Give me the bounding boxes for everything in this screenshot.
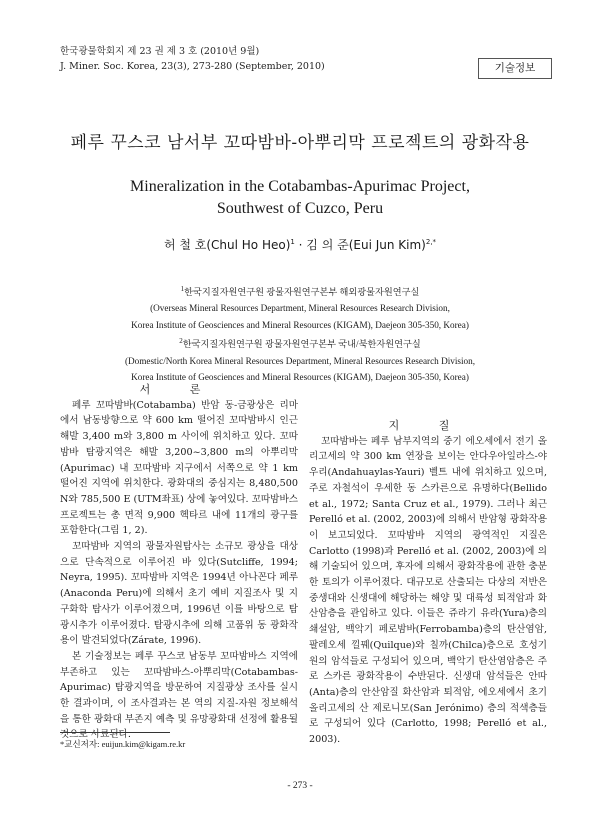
author-list (0, 236, 600, 253)
category-tag: 기술정보 (478, 58, 552, 79)
affiliation-line (0, 317, 600, 333)
right-column (309, 382, 547, 748)
author-2: 김 의 준(Eui Jun Kim) (306, 238, 426, 252)
affiliation-text: (Overseas Mineral Resources Department, Mineral Resources Research Division, (150, 303, 450, 314)
affiliation-line (0, 300, 600, 316)
title-english (0, 176, 600, 220)
journal-header (60, 44, 325, 74)
journal-line-english: J. Miner. Soc. Korea, 23(3), 273-280 (September, 2010) (60, 61, 325, 72)
body-paragraph: 본 기술정보는 페루 꾸스코 남동부 꼬따밤바스 지역에 부존하고 있는 꼬따밤바스-아뿌리막(Cotabambas-Apurimac) 탐광지역을 방문하여 지질광상 조사를 실시한 결과이며, 이 조사결과는 본 역의 지질-자원 정보해석을 통한 광화대 부존지 예측 및 유망광화대 선정에 활용될 것으로 사료된다. (60, 650, 298, 741)
affiliation-line (0, 281, 600, 300)
affiliations (0, 281, 600, 386)
body-paragraph: 꼬따밤바 지역의 광물자원탐사는 소규모 광상을 대상으로 단속적으로 이루어진 바 있다(Sutcliffe, 1994; Neyra, 1995). 꼬따밤바 지역은 1994년 아나꼰다 페루(Anaconda Peru)에 의해서 초기 예비 지질조사 및 지구화학 탐사가 이루어졌으며, 1996년 이를 바탕으로 탐광시추가 이루어졌다. 탐광시추에 의해 고품위 동 광화작용이 발견되었다(Zárate, 1996). (60, 541, 298, 647)
title-english-line2: Southwest of Cuzco, Peru (216, 200, 384, 217)
author-1-affiliation-mark: 1 (290, 238, 295, 246)
author-2-affiliation-mark: 2,* (425, 238, 437, 246)
affiliation-text: (Domestic/North Korea Mineral Resources Department, Mineral Resources Research Division, (124, 355, 476, 366)
affiliation-mark: 2 (179, 337, 183, 346)
body-paragraph: 페루 꼬따밤바(Cotabamba) 반암 동-금광상은 리마에서 남동방향으로 약 600 km 떨어진 꼬따밤바시 인근 해발 3,400 m와 3,800 m 사이에 위치하고 있다. 꼬따밤바 탐광지역은 해발 3,200~3,800 m의 아뿌리막(Apurimac) 내 꼬따밤바 지구에서 서쪽으로 약 1 km 떨어진 지역에 위치한다. 광화대의 중심지는 8,480,500 N와 785,500 E (UTM좌표) 상에 놓여있다. 꼬따밤바스 프로젝트는 총 면적 9,900 헥타르 내에 11개의 광구를 포함한다(그림 1, 2). (60, 399, 298, 537)
author-1: 허 철 호(Chul Ho Heo) (163, 238, 291, 252)
section-heading-geology: 지 질 (388, 419, 468, 432)
title-english-line1: Mineralization in the Cotabambas-Apurimac Project, (130, 178, 470, 195)
title-korean: 페루 꾸스코 남서부 꼬따밤바-아뿌리막 프로젝트의 광화작용 (70, 133, 530, 153)
affiliation-line (0, 333, 600, 352)
section-heading-introduction: 서 론 (139, 383, 219, 396)
journal-line-korean: 한국광물학회지 제 23 권 제 3 호 (2010년 9월) (60, 46, 260, 57)
page-number: - 273 - (287, 781, 313, 791)
footnote-rule (60, 732, 170, 733)
affiliation-text: Korea Institute of Geosciences and Mineral Resources (KIGAM), Daejeon 305-350, Korea) (131, 319, 469, 330)
author-separator: · (294, 238, 307, 252)
left-column (60, 382, 298, 743)
affiliation-text: 한국지질자원연구원 광물자원연구본부 국내/북한자원연구실 (182, 339, 421, 350)
corresponding-author-footnote: *교신저자: euijun.kim@kigam.re.kr (60, 739, 186, 749)
body-paragraph: 꼬따밤바는 페루 남부지역의 중기 에오세에서 전기 올리고세의 약 300 km 연장을 보이는 안다우아일라스-야우리(Andahuaylas-Yauri) 벨트 내에 위치하고 있으며, 주로 자철석이 우세한 동 스카른으로 유명하다(Bellido et al., 1972; Santa Cruz et al., 1979). 그러나 최근 Perelló et al. (2002, 2003)에 의해서 반암형 광화작용이 보고되었다. 꼬따밤바 지역의 광역적인 지질은 Carlotto (1998)과 Perelló et al. (2002, 2003)에 의해 기술되어 있으며, 후자에 의해서 광화작용에 관한 충분한 토의가 이루어졌다. 대규모로 산출되는 다상의 저반은 중생대와 신생대에 해당하는 해양 및 대륙성 퇴적암과 화산암층을 관입하고 있다. 이들은 쥬라기 유라(Yura)층의 쇄설암, 백악기 페로밤바(Ferrobamba)층의 탄산염암, 팔레오세 낄꿰(Quilque)와 칠까(Chilca)층으로 호성기원의 암석들로 구성되어 있으며, 백악기 탄산염암층은 주로 스카른 광화작용이 수반된다. 신생대 암석들은 안따(Anta)층의 안산암질 화산암과 퇴적암, 에오세에서 초기 올리고세의 산 제로니모(San Jerónimo) 층의 적색층들로 구성되어 있다 (Carlotto, 1998; Perelló et al., 2003). (309, 435, 547, 746)
affiliation-text: Korea Institute of Geosciences and Mineral Resources (KIGAM), Daejeon 305-350, Korea) (131, 372, 469, 383)
affiliation-text: 한국지질자원연구원 광물자원연구본부 해외광물자원연구실 (184, 287, 420, 298)
affiliation-mark: 1 (180, 285, 185, 293)
affiliation-line (0, 353, 600, 369)
